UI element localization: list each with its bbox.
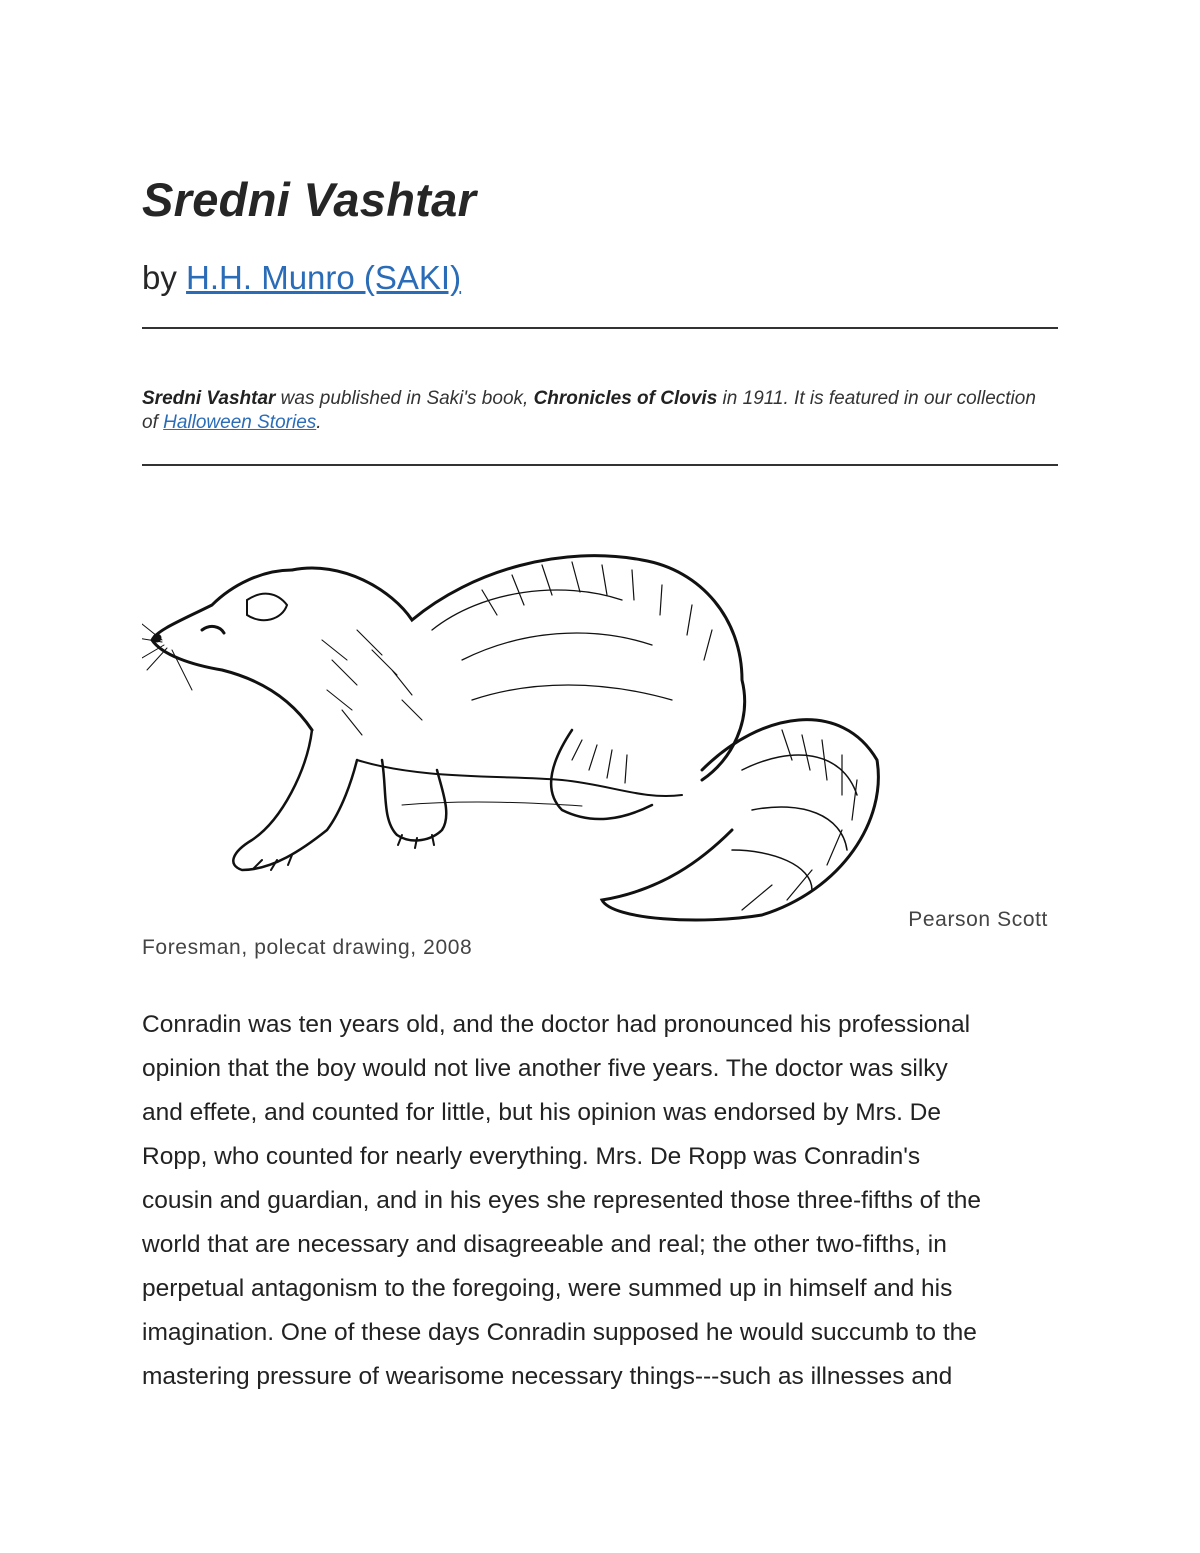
story-line: cousin and guardian, and in his eyes she represented those three-fifths of the <box>142 1187 981 1214</box>
byline <box>142 259 461 297</box>
story-line: world that are necessary and disagreeable and real; the other two-fifths, in <box>142 1231 947 1258</box>
halloween-stories-link[interactable]: Halloween Stories <box>163 412 317 433</box>
story-line: opinion that the boy would not live another five years. The doctor was silky <box>142 1055 948 1082</box>
intro-text-1: was published in Saki's book, <box>275 388 534 409</box>
image-credit-line-2: Foresman, polecat drawing, 2008 <box>142 936 473 959</box>
page-title: Sredni Vashtar <box>142 173 477 226</box>
author-link[interactable]: H.H. Munro (SAKI) <box>186 259 462 296</box>
polecat-figure <box>142 530 887 928</box>
divider-bottom <box>142 464 1058 466</box>
intro-text-3: . <box>316 412 322 433</box>
intro-book-name: Chronicles of Clovis <box>533 388 718 409</box>
story-line: mastering pressure of wearisome necessary things---such as illnesses and <box>142 1363 953 1390</box>
polecat-drawing-icon <box>142 530 887 928</box>
intro-story-name: Sredni Vashtar <box>142 388 276 409</box>
divider-top <box>142 327 1058 329</box>
story-line: imagination. One of these days Conradin supposed he would succumb to the <box>142 1319 977 1346</box>
intro-text-2: in 1911. It is featured in our collection of <box>142 388 1036 433</box>
story-paragraph <box>142 1003 1058 1399</box>
image-credit-line-1: Pearson Scott <box>908 908 1048 931</box>
story-line: perpetual antagonism to the foregoing, were summed up in himself and his <box>142 1275 953 1302</box>
story-line: and effete, and counted for little, but his opinion was endorsed by Mrs. De <box>142 1099 942 1126</box>
story-line: Ropp, who counted for nearly everything. Mrs. De Ropp was Conradin's <box>142 1143 921 1170</box>
story-line: Conradin was ten years old, and the doctor had pronounced his professional <box>142 1011 971 1038</box>
byline-prefix: by <box>142 259 187 296</box>
intro-note <box>142 387 1042 435</box>
